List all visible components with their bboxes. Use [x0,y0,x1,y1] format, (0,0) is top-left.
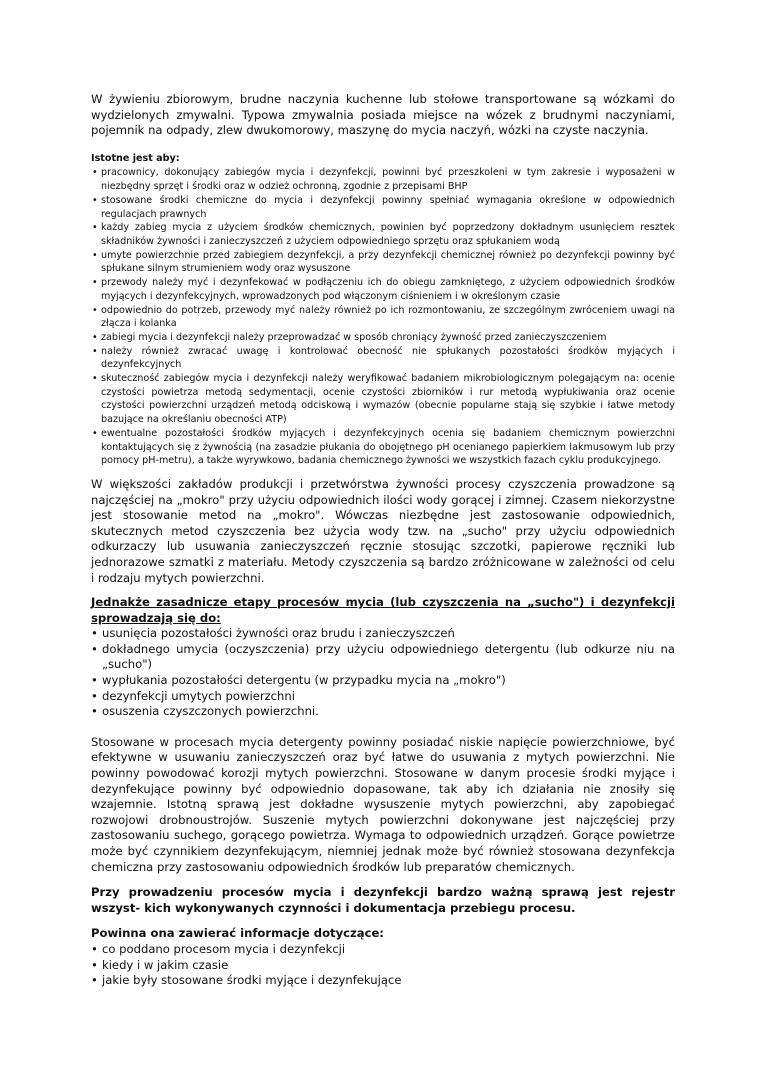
list-item: • jakie były stosowane środki myjące i dezynfekujące [102,973,675,989]
list-item: • zabiegi mycia i dezynfekcji należy przeprowadzać w sposób chroniący żywność przed zanieczyszczeniem [101,331,675,345]
list-item: • wypłukania pozostałości detergentu (w przypadku mycia na „mokro") [102,673,675,689]
list-item: • osuszenia czyszczonych powierzchni. [102,704,675,720]
list-item: • kiedy i w jakim czasie [102,958,675,974]
info-heading: Powinna ona zawierać informacje dotyczące: [91,926,384,941]
document-page [91,92,675,989]
intro-paragraph: W żywieniu zbiorowym, brudne naczynia kuchenne lub stołowe transportowane są wózkami do wydzielonych zmywalni. Typowa zmywalnia posiada miejsce na wózek z brudnymi naczyniami, pojemnik na odpady, zlew dwukomorowy, maszynę do mycia naczyń, wózki na czyste naczynia. [91,92,675,138]
important-list [91,166,675,467]
stages-heading: Jednakże zasadnicze etapy procesów mycia (lub czyszczenia na „sucho") i dezynfekcji sprowadzają się do: [91,595,675,625]
list-item: • dezynfekcji umytych powierzchni [102,689,675,705]
list-item: • należy również zwracać uwagę i kontrolować obecność nie spłukanych pozostałości środków myjących i dezynfekcyjnych [101,345,675,372]
list-item: • co poddano procesom mycia i dezynfekcji [102,942,675,958]
list-item: • umyte powierzchnie przed zabiegiem dezynfekcji, a przy dezynfekcji chemicznej również po dezynfekcji powinny być spłukane silnym strumieniem wody oraz wysuszone [101,249,675,276]
list-item: • dokładnego umycia (oczyszczenia) przy użyciu odpowiedniego detergentu (lub odkurze niu na „sucho") [102,642,675,673]
list-item: • odpowiednio do potrzeb, przewody myć należy również po ich rozmontowaniu, ze szczególnym zwróceniem uwagi na złącza i kolanka [101,304,675,331]
list-item: • ewentualne pozostałości środków myjących i dezynfekcyjnych ocenia się badaniem chemicznym powierzchni kontaktujących się z żywnością (na zasadzie płukania do obojętnego pH ocenianego papierkiem lakmusowym lub przy pomocy pH-metru), a także wyrywkowo, badania chemicznego żywności we wszystkich fazach cyklu produkcyjnego. [101,427,675,468]
info-list [91,942,675,989]
list-item: • każdy zabieg mycia z użyciem środków chemicznych, powinien być poprzedzony dokładnym usunięciem resztek składników żywności i zanieczyszczeń z użyciem odpowiedniego sprzętu oraz spłukaniem wodą [101,221,675,248]
list-item: • stosowane środki chemiczne do mycia i dezynfekcji powinny spełniać wymagania określone w odpowiednich regulacjach prawnych [101,194,675,221]
detergents-paragraph: Stosowane w procesach mycia detergenty powinny posiadać niskie napięcie powierzchniowe, być efektywne w usuwaniu zanieczyszczeń oraz być łatwe do usuwania z mytych powierzchni. Nie powinny powodować korozji mytych powierzchni. Stosowane w danym procesie środki myjące i dezynfekujące powinny być odpowiednio dopasowane, tak aby ich działania nie znosiły się wzajemnie. Istotną sprawą jest dokładne wysuszenie mytych powierzchni, aby zapobiegać rozwojowi drobnoustrojów. Suszenie mytych powierzchni dokonywane jest najczęściej przy zastosowaniu suchego, gorącego powietrza. Wymaga to odpowiednich urządzeń. Gorące powietrze może być czynnikiem dezynfekującym, niemniej jednak może być również stosowana dezynfekcja chemiczna przy zastosowaniu odpowiednich środków lub preparatów chemicznych. [91,734,675,874]
list-item: • przewody należy myć i dezynfekować w podłączeniu ich do obiegu zamkniętego, z użyciem odpowiednich środków myjących i dezynfekcyjnych, wprowadzonych pod włączonym ciśnieniem i w określonym czasie [101,276,675,303]
list-item: • pracownicy, dokonujący zabiegów mycia i dezynfekcji, powinni być przeszkoleni w tym zakresie i wyposażeni w niezbędny sprzęt i środki oraz w odzież ochronną, zgodnie z przepisami BHP [101,166,675,193]
stages-list [91,626,675,720]
important-heading: Istotne jest aby: [91,152,180,164]
cleaning-methods-paragraph: W większości zakładów produkcji i przetwórstwa żywności procesy czyszczenia prowadzone są najczęściej na „mokro" przy użyciu odpowiednich ilości wody gorącej i zimnej. Czasem niekorzystne jest stosowanie metod na „mokro". Wówczas niezbędne jest zastosowanie odpowiednich, skutecznych metod czyszczenia bez użycia wody tzw. na „sucho" przy użyciu odpowiednich odkurzaczy lub usuwania zanieczyszczeń ręcznie stosując szczotki, papierowe ręczniki lub jednorazowe szmatki z materiału. Metody czyszczenia są bardzo zróżnicowane w zależności od celu i rodzaju mytych powierzchni. [91,476,675,585]
register-paragraph: Przy prowadzeniu procesów mycia i dezynfekcji bardzo ważną sprawą jest rejestr wszyst- kich wykonywanych czynności i dokumentacja przebiegu procesu. [91,885,675,915]
list-item: • usunięcia pozostałości żywności oraz brudu i zanieczyszczeń [102,626,675,642]
list-item: • skuteczność zabiegów mycia i dezynfekcji należy weryfikować badaniem mikrobiologicznym polegającym na: ocenie czystości powietrza metodą sedymentacji, ocenie czystości zbiorników i rur metodą wypłukiwania oraz ocenie czystości powierzchni urządzeń metodą odciskową i wymazów (obecnie popularne stają się szybkie i łatwe metody bazujące na określaniu obecności ATP) [101,372,675,427]
